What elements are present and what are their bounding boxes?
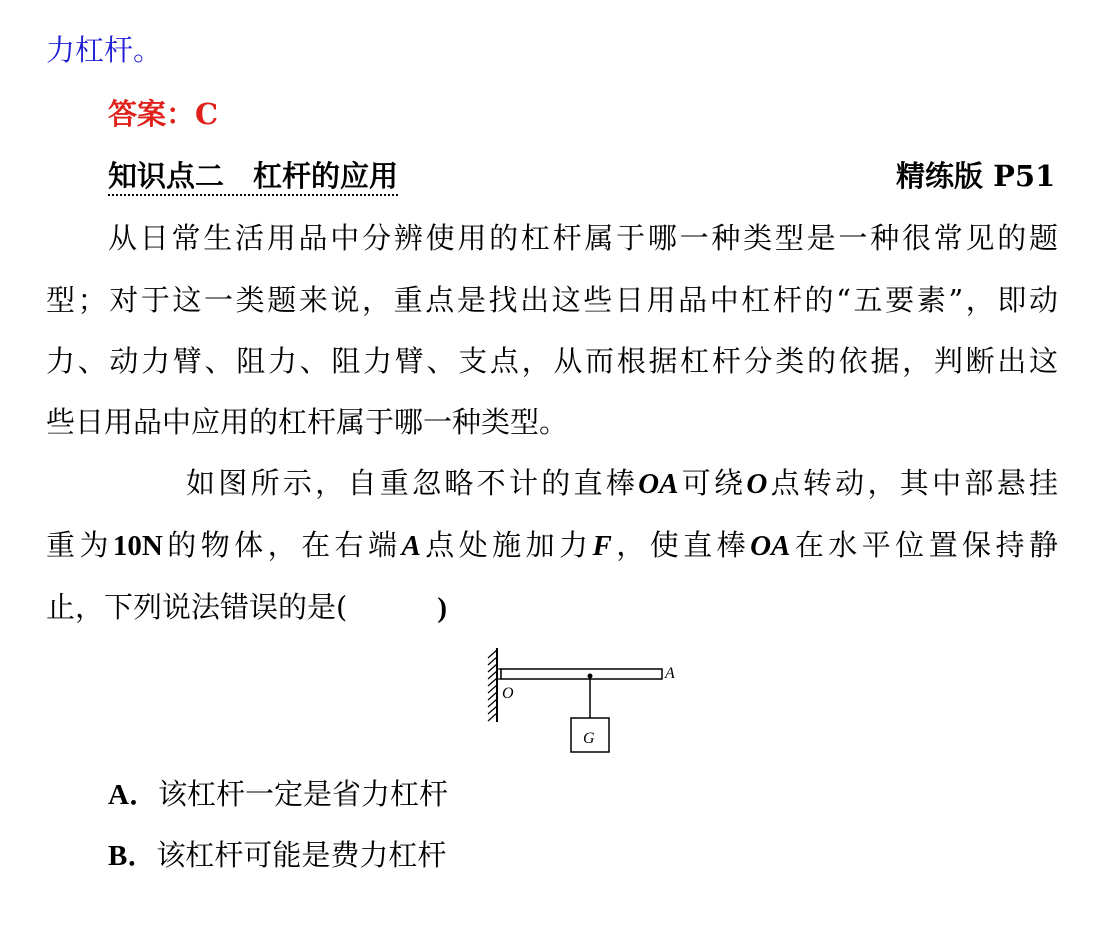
q2-text-e: 点处施加力 [420, 528, 593, 562]
q3-text-a: 止，下列说法错误的是( [46, 590, 348, 624]
paragraph-line-2: 型；对于这一类题来说，重点是找出这些日用品中杠杆的“五要素”，即动 [46, 283, 1058, 317]
option-a [108, 774, 448, 815]
q1-o: O [746, 468, 768, 500]
lever-diagram [480, 640, 700, 760]
label-g: G [583, 730, 595, 747]
option-b-letter: B． [108, 840, 157, 872]
intro-tail-text: 力杠杆。 [46, 33, 163, 67]
paragraph-line-3: 力、动力臂、阻力、阻力臂、支点，从而根据杠杆分类的依据，判断出这 [46, 344, 1058, 378]
q3-paren: ) [437, 592, 447, 624]
lever-rod [501, 669, 662, 679]
q2-text-a: 重为 [46, 528, 113, 562]
option-a-letter: A． [108, 779, 158, 811]
q1-text-a: 如图所示，自重忽略不计的直棒 [186, 466, 639, 500]
q2-text-i: 在水平位置保持静 [790, 528, 1058, 562]
wall-hatching [488, 650, 497, 721]
q2-a: A [401, 530, 421, 562]
answer-label: 答案：C [108, 97, 219, 131]
question-line-3 [46, 587, 447, 628]
section-ref: 精练版 P51 [896, 159, 1056, 193]
paragraph-line-4: 些日用品中应用的杠杆属于哪一种类型。 [46, 405, 569, 439]
q2-text-c: 的物体，在右端 [162, 528, 402, 562]
q1-text-c: 可绕 [678, 466, 747, 500]
option-b [108, 835, 446, 876]
section-title [108, 156, 398, 196]
q2-f: F [592, 530, 612, 562]
q1-oa: OA [638, 468, 679, 500]
q2-oa: OA [750, 530, 791, 562]
option-a-text: 该杠杆一定是省力杠杆 [157, 777, 448, 811]
question-line-2 [46, 525, 1058, 566]
option-b-text: 该杠杆可能是费力杠杆 [156, 838, 447, 872]
lever-figure [480, 640, 700, 764]
paragraph-line-1: 从日常生活用品中分辨使用的杠杆属于哪一种类型是一种很常见的题 [108, 221, 1058, 255]
q1-text-e: 点转动，其中部悬挂 [767, 466, 1058, 500]
label-a: A [665, 665, 675, 682]
q2-text-g: ，使直棒 [611, 528, 751, 562]
q2-weight: 10N [112, 530, 163, 562]
question-line-1 [186, 463, 1058, 504]
label-o: O [502, 685, 514, 702]
section-title-text: 知识点二 杠杆的应用 [108, 159, 398, 196]
